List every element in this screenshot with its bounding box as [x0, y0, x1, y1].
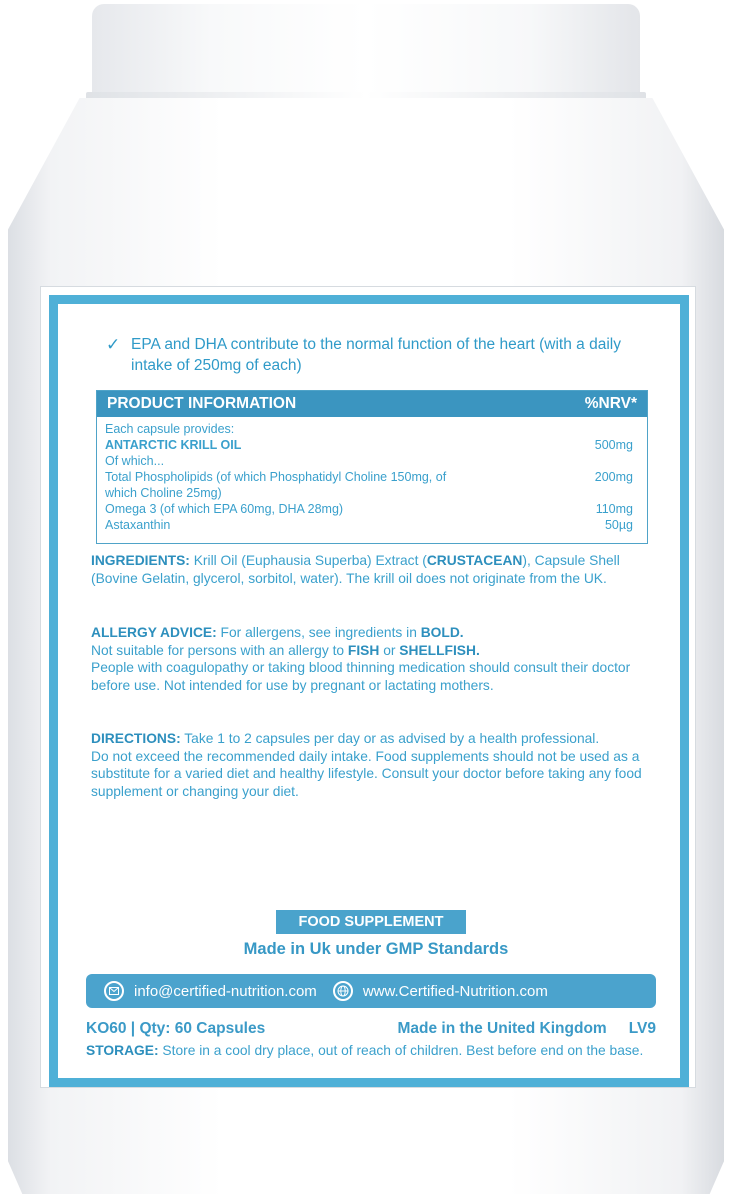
directions-text: Take 1 to 2 capsules per day or as advised by a health professional.	[180, 731, 600, 746]
allergy-text: People with coagulopathy or taking blood thinning medication should consult their doctor	[91, 660, 631, 675]
directions-section	[91, 730, 661, 800]
footer-line	[86, 1020, 656, 1038]
row-label: Each capsule provides:	[105, 422, 235, 436]
allergen-shellfish: SHELLFISH.	[399, 642, 480, 658]
allergy-text: For allergens, see ingredients in	[216, 625, 421, 640]
directions-heading: DIRECTIONS:	[91, 731, 181, 746]
globe-icon	[333, 981, 353, 1001]
email-link[interactable]: info@certified-nutrition.com	[134, 982, 317, 1000]
row-label: Omega 3 (of which EPA 60mg, DHA 28mg)	[105, 502, 344, 516]
allergy-heading: ALLERGY ADVICE:	[91, 625, 217, 640]
ingredients-text: Krill Oil (Euphausia Superba) Extract (	[189, 553, 427, 568]
contact-bar	[86, 974, 656, 1008]
table-row	[105, 453, 633, 469]
label-content	[86, 304, 666, 1074]
row-label: Of which...	[105, 454, 165, 468]
food-supplement-badge: FOOD SUPPLEMENT	[276, 910, 466, 934]
allergy-text: before use. Not intended for use by pregnant or lactating mothers.	[91, 677, 494, 693]
health-claim-text: EPA and DHA contribute to the normal function of the heart (with a daily intake of 250mg of each)	[131, 336, 621, 374]
allergy-section	[91, 624, 661, 694]
nrv-header: %NRV*	[584, 395, 637, 412]
table-row	[105, 501, 633, 517]
storage-heading: STORAGE:	[86, 1043, 159, 1058]
health-claim	[106, 334, 666, 376]
allergy-bold: BOLD.	[420, 625, 464, 640]
storage-text: Store in a cool dry place, out of reach of children. Best before end on the base.	[158, 1043, 644, 1058]
product-information-title: PRODUCT INFORMATION	[107, 395, 297, 412]
product-code: KO60 | Qty: 60 Capsules	[86, 1020, 266, 1037]
checkmark-icon: ✓	[106, 335, 121, 354]
row-label: ANTARCTIC KRILL OIL	[105, 438, 242, 452]
allergy-text: Not suitable for persons with an allergy to	[91, 642, 348, 658]
row-value: 50µg	[604, 518, 633, 532]
row-value: 110mg	[595, 502, 633, 516]
bottle-cap	[92, 4, 640, 96]
ingredients-heading: INGREDIENTS:	[91, 553, 190, 568]
product-label	[40, 286, 696, 1088]
label-frame	[49, 295, 689, 1087]
allergy-text: or	[379, 642, 400, 658]
product-information-header	[97, 391, 647, 417]
table-row	[105, 469, 633, 501]
row-label: Astaxanthin	[105, 518, 171, 532]
row-value: 200mg	[594, 470, 633, 484]
product-information-table	[96, 390, 648, 544]
row-value: 500mg	[594, 438, 633, 452]
allergen-fish: FISH	[347, 642, 380, 658]
ingredients-text: ), Capsule Shell (Bovine Gelatin, glycerol, sorbitol, water). The krill oil does not originate from the UK.	[91, 553, 620, 586]
row-label: Total Phospholipids (of which Phosphatidyl Choline 150mg, of which Choline 25mg)	[105, 470, 447, 500]
lot-number: LV9	[628, 1020, 656, 1037]
table-row	[105, 517, 633, 533]
allergen-crustacean: CRUSTACEAN	[426, 553, 523, 568]
gmp-statement: Made in Uk under GMP Standards	[243, 940, 509, 958]
website-link[interactable]: www.Certified-Nutrition.com	[362, 982, 548, 1000]
origin: Made in the United Kingdom	[397, 1020, 607, 1037]
table-row	[105, 421, 633, 437]
storage-section	[86, 1042, 658, 1060]
envelope-icon	[104, 981, 124, 1001]
directions-text: Do not exceed the recommended daily intake. Food supplements should not be used as a substitute for a varied diet and healthy lifestyle. Consult your doctor before taking any food supplement or changing your diet.	[91, 748, 642, 799]
ingredients-section	[91, 552, 661, 587]
table-row	[105, 437, 633, 453]
